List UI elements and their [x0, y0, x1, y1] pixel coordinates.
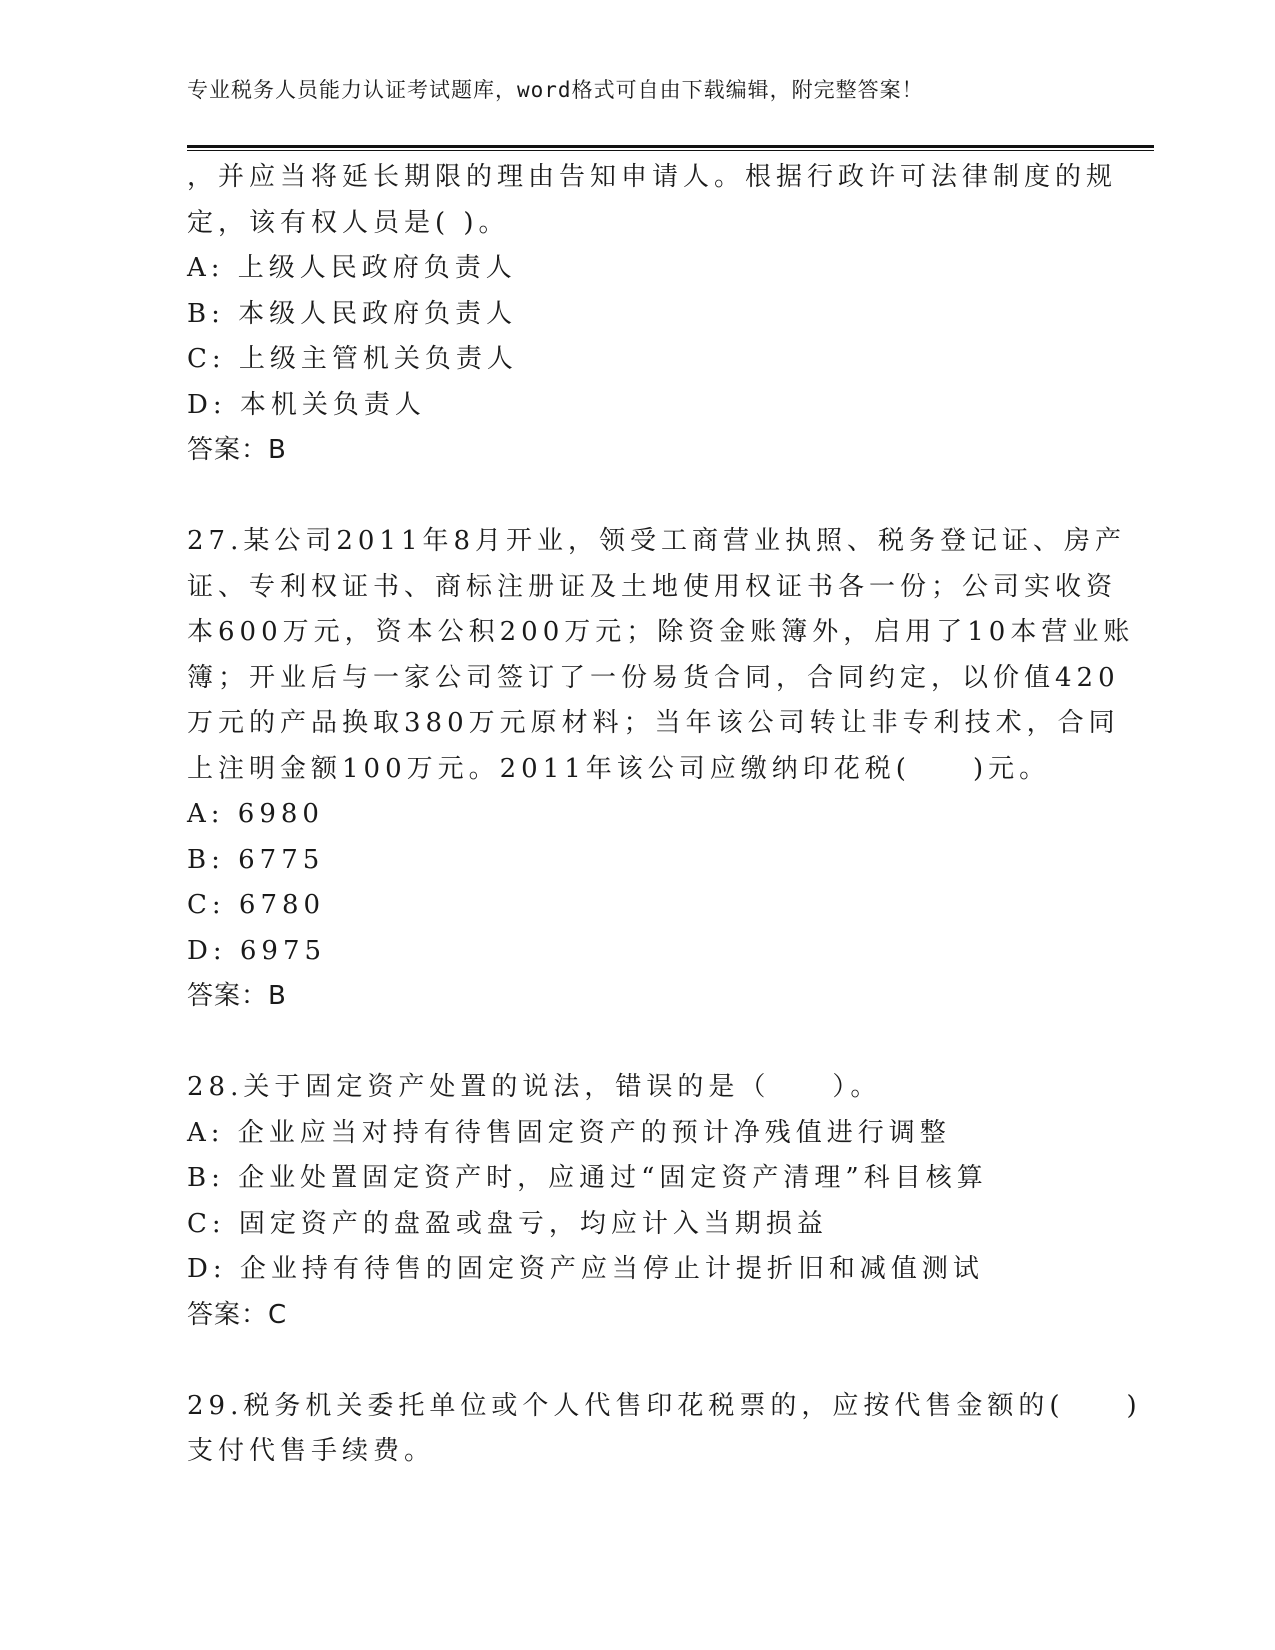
option-b: B: 企业处置固定资产时，应通过“固定资产清理”科目核算 [187, 1163, 988, 1193]
question-stem-line: 上注明金额100万元。2011年该公司应缴纳印花税( )元。 [187, 753, 1051, 784]
header-rule-thick [187, 145, 1154, 148]
question-28 [187, 1065, 1087, 1338]
document-body [187, 155, 1142, 1475]
question-stem-line: 万元的产品换取380万元原材料；当年该公司转让非专利技术，合同 [187, 708, 1120, 738]
spacer [187, 1338, 1087, 1384]
answer: 答案：B [187, 981, 287, 1011]
option-a: A: 企业应当对持有待售固定资产的预计净残值进行调整 [187, 1117, 951, 1148]
question-stem-line: 支付代售手续费。 [187, 1436, 436, 1466]
question-stem-line: 28.关于固定资产处置的说法，错误的是（ ）。 [187, 1072, 882, 1102]
question-29 [187, 1384, 1142, 1475]
question-stem-line: ，并应当将延长期限的理由告知申请人。根据行政许可法律制度的规 [187, 162, 1118, 192]
question-26 [187, 155, 1118, 474]
option-a: A: 6980 [187, 799, 324, 829]
spacer [187, 474, 1087, 520]
question-stem-line: 证、专利权证书、商标注册证及土地使用权证书各一份；公司实收资 [187, 571, 1118, 602]
option-d: D: 本机关负责人 [187, 389, 426, 420]
option-d: D: 企业持有待售的固定资产应当停止计提折旧和减值测试 [187, 1254, 984, 1284]
spacer [187, 1020, 1087, 1066]
question-stem-line: 定，该有权人员是( )。 [187, 207, 510, 238]
option-c: C: 6780 [187, 890, 326, 920]
option-d: D: 6975 [187, 935, 327, 966]
page-header: 专业税务人员能力认证考试题库，word格式可自由下载编辑，附完整答案！ [187, 78, 924, 102]
option-b: B: 本级人民政府负责人 [187, 298, 518, 329]
answer: 答案：B [187, 435, 287, 465]
option-b: B: 6775 [187, 844, 325, 875]
answer: 答案：C [187, 1299, 288, 1330]
option-c: C: 上级主管机关负责人 [187, 344, 518, 374]
question-stem-line: 29.税务机关委托单位或个人代售印花税票的，应按代售金额的( ) [187, 1390, 1142, 1421]
option-a: A: 上级人民政府负责人 [187, 253, 517, 283]
header-rule-thin [187, 150, 1154, 151]
question-stem-line: 27.某公司2011年8月开业，领受工商营业执照、税务登记证、房产 [187, 526, 1127, 556]
question-stem-line: 本600万元，资本公积200万元；除资金账簿外，启用了10本营业账 [187, 617, 1135, 647]
option-c: C: 固定资产的盘盈或盘亏，均应计入当期损益 [187, 1208, 828, 1239]
question-27 [187, 519, 1135, 1020]
question-stem-line: 簿；开业后与一家公司签订了一份易货合同，合同约定，以价值420 [187, 662, 1120, 693]
